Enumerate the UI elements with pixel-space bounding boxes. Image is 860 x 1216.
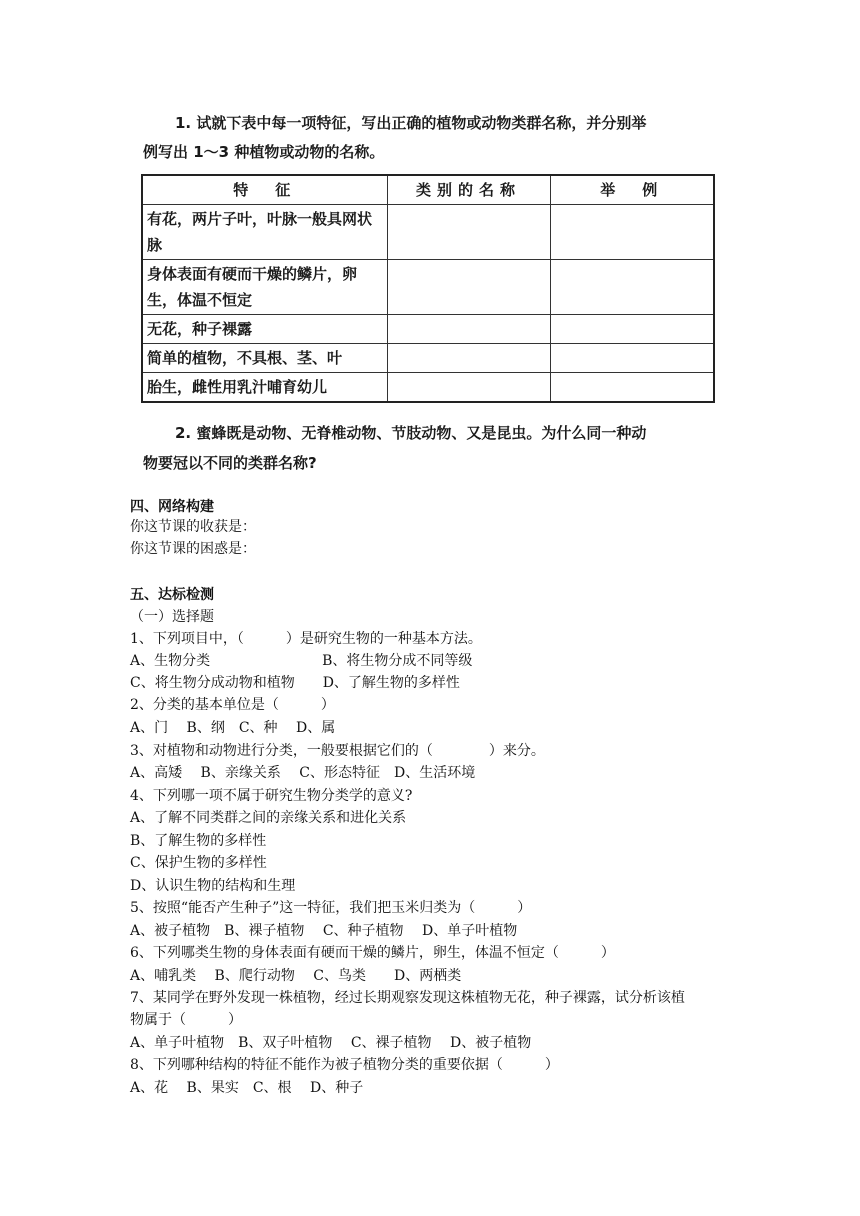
question-line: A、单子叶植物 B、双子叶植物 C、裸子植物 D、被子植物 bbox=[130, 1035, 532, 1051]
question-line: A、哺乳类 B、爬行动物 C、鸟类 D、两栖类 bbox=[130, 968, 462, 984]
feature-cell: 无花，种子裸露 bbox=[142, 315, 387, 344]
table-row bbox=[142, 260, 714, 315]
question-2-line-2: 物要冠以不同的类群名称? bbox=[143, 454, 317, 472]
question-line: 8、下列哪种结构的特征不能作为被子植物分类的重要依据（ ） bbox=[130, 1057, 559, 1073]
example-cell[interactable] bbox=[550, 344, 714, 373]
question-line: 6、下列哪类生物的身体表面有硬而干燥的鳞片，卵生，体温不恒定（ ） bbox=[130, 945, 615, 961]
section-4-title: 四、网络构建 bbox=[130, 499, 214, 515]
table-row bbox=[142, 373, 714, 403]
question-2-line-1: 2. 蜜蜂既是动物、无脊椎动物、节肢动物、又是昆虫。为什么同一种动 bbox=[175, 424, 647, 442]
header-feature: 特 征 bbox=[142, 175, 387, 205]
harvest-prompt: 你这节课的收获是： bbox=[130, 519, 256, 535]
question-line: A、花 B、果实 C、根 D、种子 bbox=[130, 1080, 364, 1096]
header-category: 类别的名称 bbox=[387, 175, 550, 205]
table-row bbox=[142, 205, 714, 260]
question-1-line-2: 例写出 1～3 种植物或动物的名称。 bbox=[143, 143, 385, 161]
question-line: C、保护生物的多样性 bbox=[130, 855, 267, 871]
classification-table bbox=[141, 174, 715, 403]
confusion-prompt: 你这节课的困惑是： bbox=[130, 541, 256, 557]
example-cell[interactable] bbox=[550, 260, 714, 315]
example-cell[interactable] bbox=[550, 373, 714, 403]
category-cell[interactable] bbox=[387, 373, 550, 403]
table-row bbox=[142, 344, 714, 373]
question-line: D、认识生物的结构和生理 bbox=[130, 878, 296, 894]
question-line: 7、某同学在野外发现一株植物，经过长期观察发现这株植物无花，种子裸露，试分析该植 bbox=[130, 990, 685, 1006]
question-line: A、高矮 B、亲缘关系 C、形态特征 D、生活环境 bbox=[130, 765, 476, 781]
table-header-row bbox=[142, 175, 714, 205]
question-line: C、将生物分成动物和植物 D、了解生物的多样性 bbox=[130, 675, 460, 691]
question-line: A、被子植物 B、裸子植物 C、种子植物 D、单子叶植物 bbox=[130, 923, 518, 939]
question-line: B、了解生物的多样性 bbox=[130, 833, 267, 849]
question-line: A、了解不同类群之间的亲缘关系和进化关系 bbox=[130, 810, 407, 826]
header-example: 举 例 bbox=[550, 175, 714, 205]
question-line: 4、下列哪一项不属于研究生物分类学的意义? bbox=[130, 788, 413, 804]
table-row bbox=[142, 315, 714, 344]
question-line: A、生物分类 B、将生物分成不同等级 bbox=[130, 653, 473, 669]
question-line: 3、对植物和动物进行分类，一般要根据它们的（ ）来分。 bbox=[130, 743, 545, 759]
question-line: 1、下列项目中，（ ）是研究生物的一种基本方法。 bbox=[130, 631, 482, 647]
category-cell[interactable] bbox=[387, 205, 550, 260]
question-1-line-1: 1. 试就下表中每一项特征，写出正确的植物或动物类群名称，并分别举 bbox=[175, 114, 647, 132]
feature-cell: 简单的植物，不具根、茎、叶 bbox=[142, 344, 387, 373]
category-cell[interactable] bbox=[387, 344, 550, 373]
example-cell[interactable] bbox=[550, 315, 714, 344]
feature-cell: 有花，两片子叶，叶脉一般具网状脉 bbox=[142, 205, 387, 260]
question-line: 5、按照“能否产生种子”这一特征，我们把玉米归类为（ ） bbox=[130, 900, 532, 916]
question-line: A、门 B、纲 C、种 D、属 bbox=[130, 720, 336, 736]
section-5-title: 五、达标检测 bbox=[130, 587, 214, 603]
category-cell[interactable] bbox=[387, 260, 550, 315]
example-cell[interactable] bbox=[550, 205, 714, 260]
section-5-subtitle: （一）选择题 bbox=[130, 609, 214, 625]
feature-cell: 胎生，雌性用乳汁哺育幼儿 bbox=[142, 373, 387, 403]
category-cell[interactable] bbox=[387, 315, 550, 344]
question-line: 2、分类的基本单位是（ ） bbox=[130, 697, 335, 713]
feature-cell: 身体表面有硬而干燥的鳞片，卵生，体温不恒定 bbox=[142, 260, 387, 315]
question-line: 物属于（ ） bbox=[130, 1012, 242, 1028]
